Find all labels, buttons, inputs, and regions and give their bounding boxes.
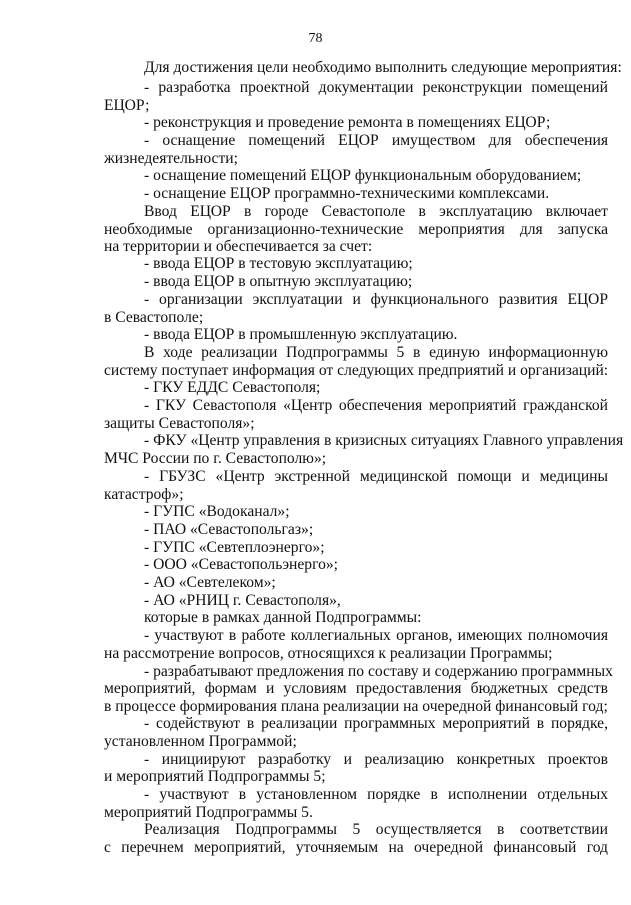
text-line: установленном Программой; xyxy=(104,733,297,750)
text-line: МЧС России по г. Севастополю»; xyxy=(104,450,327,467)
text-line: систему поступает информация от следующих предприятий и организаций: xyxy=(104,362,609,379)
text-line: мероприятий Подпрограммы 5. xyxy=(104,804,313,821)
text-line: - ГУПС «Водоканал»; xyxy=(144,503,290,520)
text-line: - участвуют в работе коллегиальных органов, имеющих полномочия xyxy=(144,627,608,644)
text-line: - разработка проектной документации реконструкции помещений xyxy=(144,79,608,96)
text-line: - ООО «Севастопольэнерго»; xyxy=(144,556,339,573)
text-line: - ввода ЕЦОР в тестовую эксплуатацию; xyxy=(144,255,413,272)
text-line: - содействуют в реализации программных мероприятий в порядке, xyxy=(144,715,608,732)
text-line: жизнедеятельности; xyxy=(104,150,238,167)
text-line: В ходе реализации Подпрограммы 5 в единую информационную xyxy=(144,344,608,361)
text-line: - оснащение помещений ЕЦОР имуществом для обеспечения xyxy=(144,132,608,149)
text-line: - реконструкция и проведение ремонта в помещениях ЕЦОР; xyxy=(144,114,551,131)
text-line: - АО «РНИЦ г. Севастополя», xyxy=(144,592,341,609)
text-line: - участвуют в установленном порядке в исполнении отдельных xyxy=(144,786,608,803)
text-line: - ГУПС «Севтеплоэнерго»; xyxy=(144,539,325,556)
text-line: в процессе формирования плана реализации на очередной финансовый год; xyxy=(104,698,608,715)
text-line: на рассмотрение вопросов, относящихся к реализации Программы; xyxy=(104,645,553,662)
text-line: - ПАО «Севастопольгаз»; xyxy=(144,521,314,538)
text-line: и мероприятий Подпрограммы 5; xyxy=(104,768,326,785)
text-line: Реализация Подпрограммы 5 осуществляется в соответствии xyxy=(144,821,608,838)
text-line: - АО «Севтелеком»; xyxy=(144,574,276,591)
text-line: в Севастополе; xyxy=(104,309,204,326)
text-line: защиты Севастополя»; xyxy=(104,415,255,432)
page-number: 78 xyxy=(308,31,323,46)
text-line: - разрабатывают предложения по составу и содержанию программных xyxy=(144,663,613,680)
text-line: на территории и обеспечивается за счет: xyxy=(104,238,373,255)
text-line: которые в рамках данной Подпрограммы: xyxy=(144,609,422,626)
text-line: Для достижения цели необходимо выполнить следующие мероприятия: xyxy=(144,59,622,76)
text-line: - ФКУ «Центр управления в кризисных ситуациях Главного управления xyxy=(144,432,624,449)
text-line: - ГКУ ЕДДС Севастополя; xyxy=(144,379,321,396)
text-line: с перечнем мероприятий, уточняемым на очередной финансовый год xyxy=(104,839,608,856)
text-line: Ввод ЕЦОР в городе Севастополе в эксплуатацию включает xyxy=(144,203,608,220)
text-line: ЕЦОР; xyxy=(104,97,150,114)
text-line: - инициируют разработку и реализацию конкретных проектов xyxy=(144,751,608,768)
text-line: - ввода ЕЦОР в промышленную эксплуатацию. xyxy=(144,326,458,343)
text-line: - ГКУ Севастополя «Центр обеспечения мероприятий гражданской xyxy=(144,397,608,414)
text-line: - ГБУЗС «Центр экстренной медицинской помощи и медицины xyxy=(144,468,608,485)
text-line: катастроф»; xyxy=(104,486,184,503)
text-line: мероприятий, формам и условиям предоставления бюджетных средств xyxy=(104,680,608,697)
text-line: - оснащение ЕЦОР программно-техническими комплексами. xyxy=(144,185,550,202)
text-line: - ввода ЕЦОР в опытную эксплуатацию; xyxy=(144,273,413,290)
text-line: - организации эксплуатации и функционального развития ЕЦОР xyxy=(144,291,608,308)
text-line: - оснащение помещений ЕЦОР функциональным оборудованием; xyxy=(144,167,582,184)
text-line: необходимые организационно-технические мероприятия для запуска xyxy=(104,221,608,238)
